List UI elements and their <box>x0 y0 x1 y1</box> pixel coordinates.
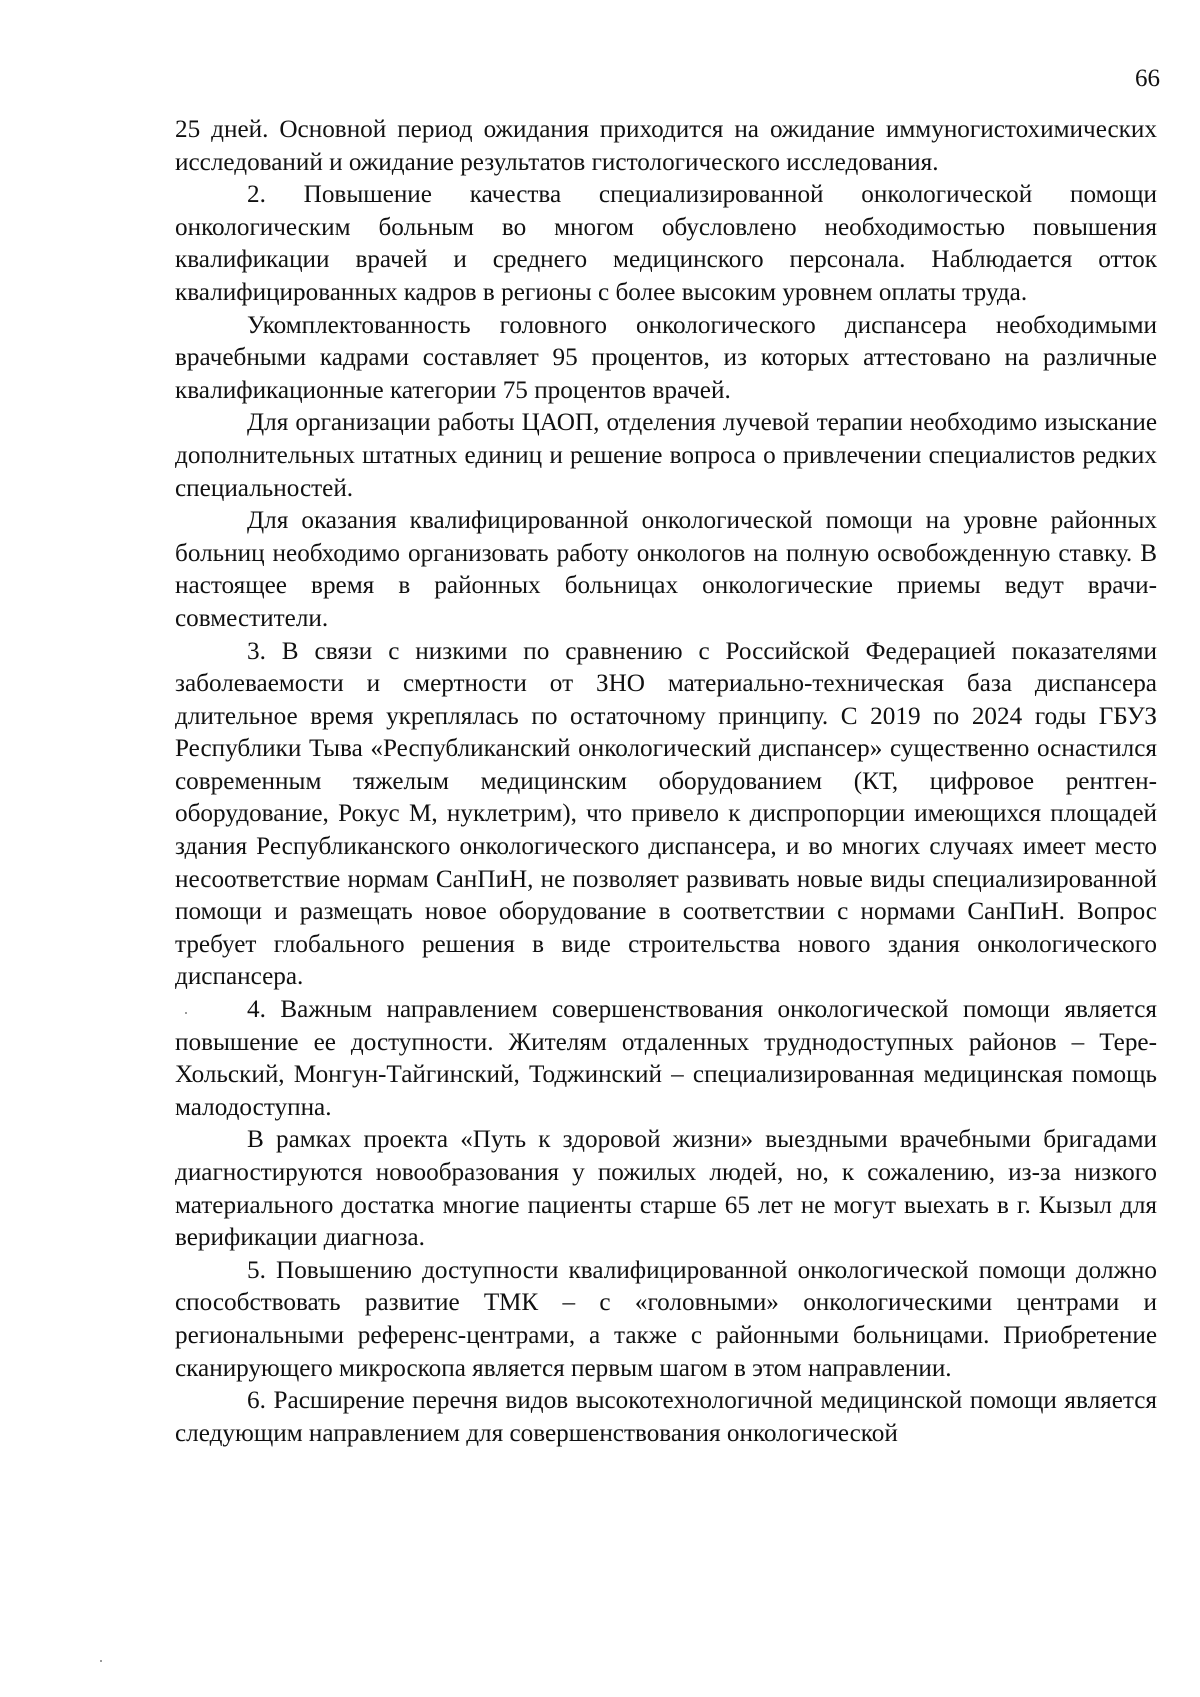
paragraph-continuation: 25 дней. Основной период ожидания приходится на ожидание иммуногистохимических исследований и ожидание результатов гистологического исследования. <box>175 116 1157 176</box>
paragraph-item-2-staff-qualification: 2. Повышение качества специализированной онкологической помощи онкологическим больным во многом обусловлено необходимостью повышения квалификации врачей и среднего медицинского персонала. Наблюдается отток квалифицированных кадров в регионы с более высоким уровнем оплаты труда. <box>175 181 1157 306</box>
paragraph-item-3-material-base: 3. В связи с низкими по сравнению с Российской Федерацией показателями заболеваемости и смертности от ЗНО материально-техническая база диспансера длительное время укреплялась по остаточному принципу. С 2019 по 2024 годы ГБУЗ Республики Тыва «Республиканский онкологический диспансер» существенно оснастился современным тяжелым медицинским оборудованием (КТ, цифровое рентген-оборудование, Рокус М, нуклетрим), что привело к диспропорции имеющихся площадей здания Республиканского онкологического диспансера, и во многих случаях имеет место несоответствие нормам СанПиН, не позволяет развивать новые виды специализированной помощи и размещать новое оборудование в соответствии с нормами СанПиН. Вопрос требует глобального решения в виде строительства нового здания онкологического диспансера. <box>175 637 1157 991</box>
document-body <box>175 114 1157 1450</box>
scan-speck <box>100 1660 102 1662</box>
paragraph-item-4-accessibility: 4. Важным направлением совершенствования онкологической помощи является повышение ее доступности. Жителям отдаленных труднодоступных районов – Тере-Хольский, Монгун-Тайгинский, Тоджинский – специализированная медицинская помощь малодоступна. <box>175 996 1157 1121</box>
page-number: 66 <box>1135 65 1160 92</box>
paragraph-caop-radiotherapy: Для организации работы ЦАОП, отделения лучевой терапии необходимо изыскание дополнительных штатных единиц и решение вопроса о привлечении специалистов редких специальностей. <box>175 409 1157 502</box>
paragraph-item-6-high-tech-care: 6. Расширение перечня видов высокотехнологичной медицинской помощи является следующим направлением для совершенствования онкологической <box>175 1387 1157 1447</box>
paragraph-item-5-telemedicine: 5. Повышению доступности квалифицированной онкологической помощи должно способствовать развитие ТМК – с «головными» онкологическими центрами и региональными референс-центрами, а также с районными больницами. Приобретение сканирующего микроскопа является первым шагом в этом направлении. <box>175 1256 1157 1382</box>
paragraph-district-hospitals: Для оказания квалифицированной онкологической помощи на уровне районных больниц необходимо организовать работу онкологов на полную освобожденную ставку. В настоящее время в районных больницах онкологические приемы ведут врачи-совместители. <box>175 507 1157 632</box>
paragraph-staffing-level: Укомплектованность головного онкологического диспансера необходимыми врачебными кадрами составляет 95 процентов, из которых аттестовано на различные квалификационные категории 75 процентов врачей. <box>175 311 1157 404</box>
scan-speck <box>185 1012 187 1014</box>
paragraph-healthy-life-project: В рамках проекта «Путь к здоровой жизни» выездными врачебными бригадами диагностируются новообразования у пожилых людей, но, к сожалению, из-за низкого материального достатка многие пациенты старше 65 лет не могут выехать в г. Кызыл для верификации диагноза. <box>175 1126 1157 1252</box>
